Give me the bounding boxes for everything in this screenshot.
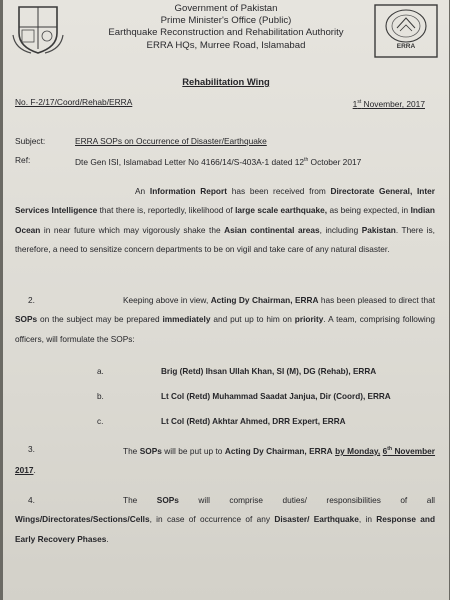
header-line-4: ERRA HQs, Murree Road, Islamabad — [146, 40, 306, 51]
officer-c-name: Lt Col (Retd) Akhtar Ahmed, DRR Expert, ERRA — [161, 417, 346, 426]
reference-number: No. F-2/17/Coord/Rehab/ERRA — [15, 97, 133, 107]
subject-text: ERRA SOPs on Occurrence of Disaster/Earthquake — [75, 136, 267, 146]
seal-label: ERRA — [396, 43, 416, 50]
officer-b-name: Lt Col (Retd) Muhammad Saadat Janjua, Dir (Coord), ERRA — [161, 392, 391, 401]
ref-text: Dte Gen ISI, Islamabad Letter No 4166/14/S-403A-1 dated 12th October 2017 — [75, 156, 362, 167]
paragraph-2: Keeping above in view, Acting Dy Chairman, ERRA has been pleased to direct that SOPs on the subject may be prepared immediately and put up to him on priority. A team, comprising following officers, will formulate the SOPs: — [15, 295, 436, 344]
header-line-1: Government of Pakistan — [174, 3, 278, 14]
letter-date: 1st November, 2017 — [352, 98, 425, 109]
subject-label: Subject: — [15, 136, 46, 146]
ref-label: Ref: — [15, 155, 31, 165]
officer-b-label: b. — [97, 392, 104, 401]
officer-c-label: c. — [97, 417, 104, 426]
paragraph-4-number: 4. — [28, 495, 35, 505]
header-line-3: Earthquake Reconstruction and Rehabilitation Authority — [108, 27, 344, 38]
paragraph-3: The SOPs will be put up to Acting Dy Chairman, ERRA by Monday, 6th November 2017. — [15, 445, 436, 476]
document-page — [3, 0, 449, 600]
wing-title: Rehabilitation Wing — [182, 76, 270, 87]
officer-a-label: a. — [97, 367, 104, 376]
paragraph-1: An Information Report has been received from Directorate General, Inter Services Intelligence that there is, reportedly, likelihood of large scale earthquake, as being expected, in Indian Ocean in near future which may vigorously shake the Asian continental areas, including Pakistan. There is, therefore, a need to sensitize concern departments to be on vigil and take care of any natural disaster. — [15, 186, 435, 255]
paragraph-3-number: 3. — [28, 444, 35, 454]
paragraph-2-number: 2. — [28, 295, 35, 305]
officer-a-name: Brig (Retd) Ihsan Ullah Khan, SI (M), DG (Rehab), ERRA — [161, 367, 377, 376]
paragraph-4: The SOPs will comprise duties/ responsibilities of all Wings/Directorates/Sections/Cells, in case of occurrence of any Disaster/ Earthquake, in Response and Early Recovery Phases. — [15, 495, 436, 544]
header-line-2: Prime Minister's Office (Public) — [160, 15, 292, 26]
